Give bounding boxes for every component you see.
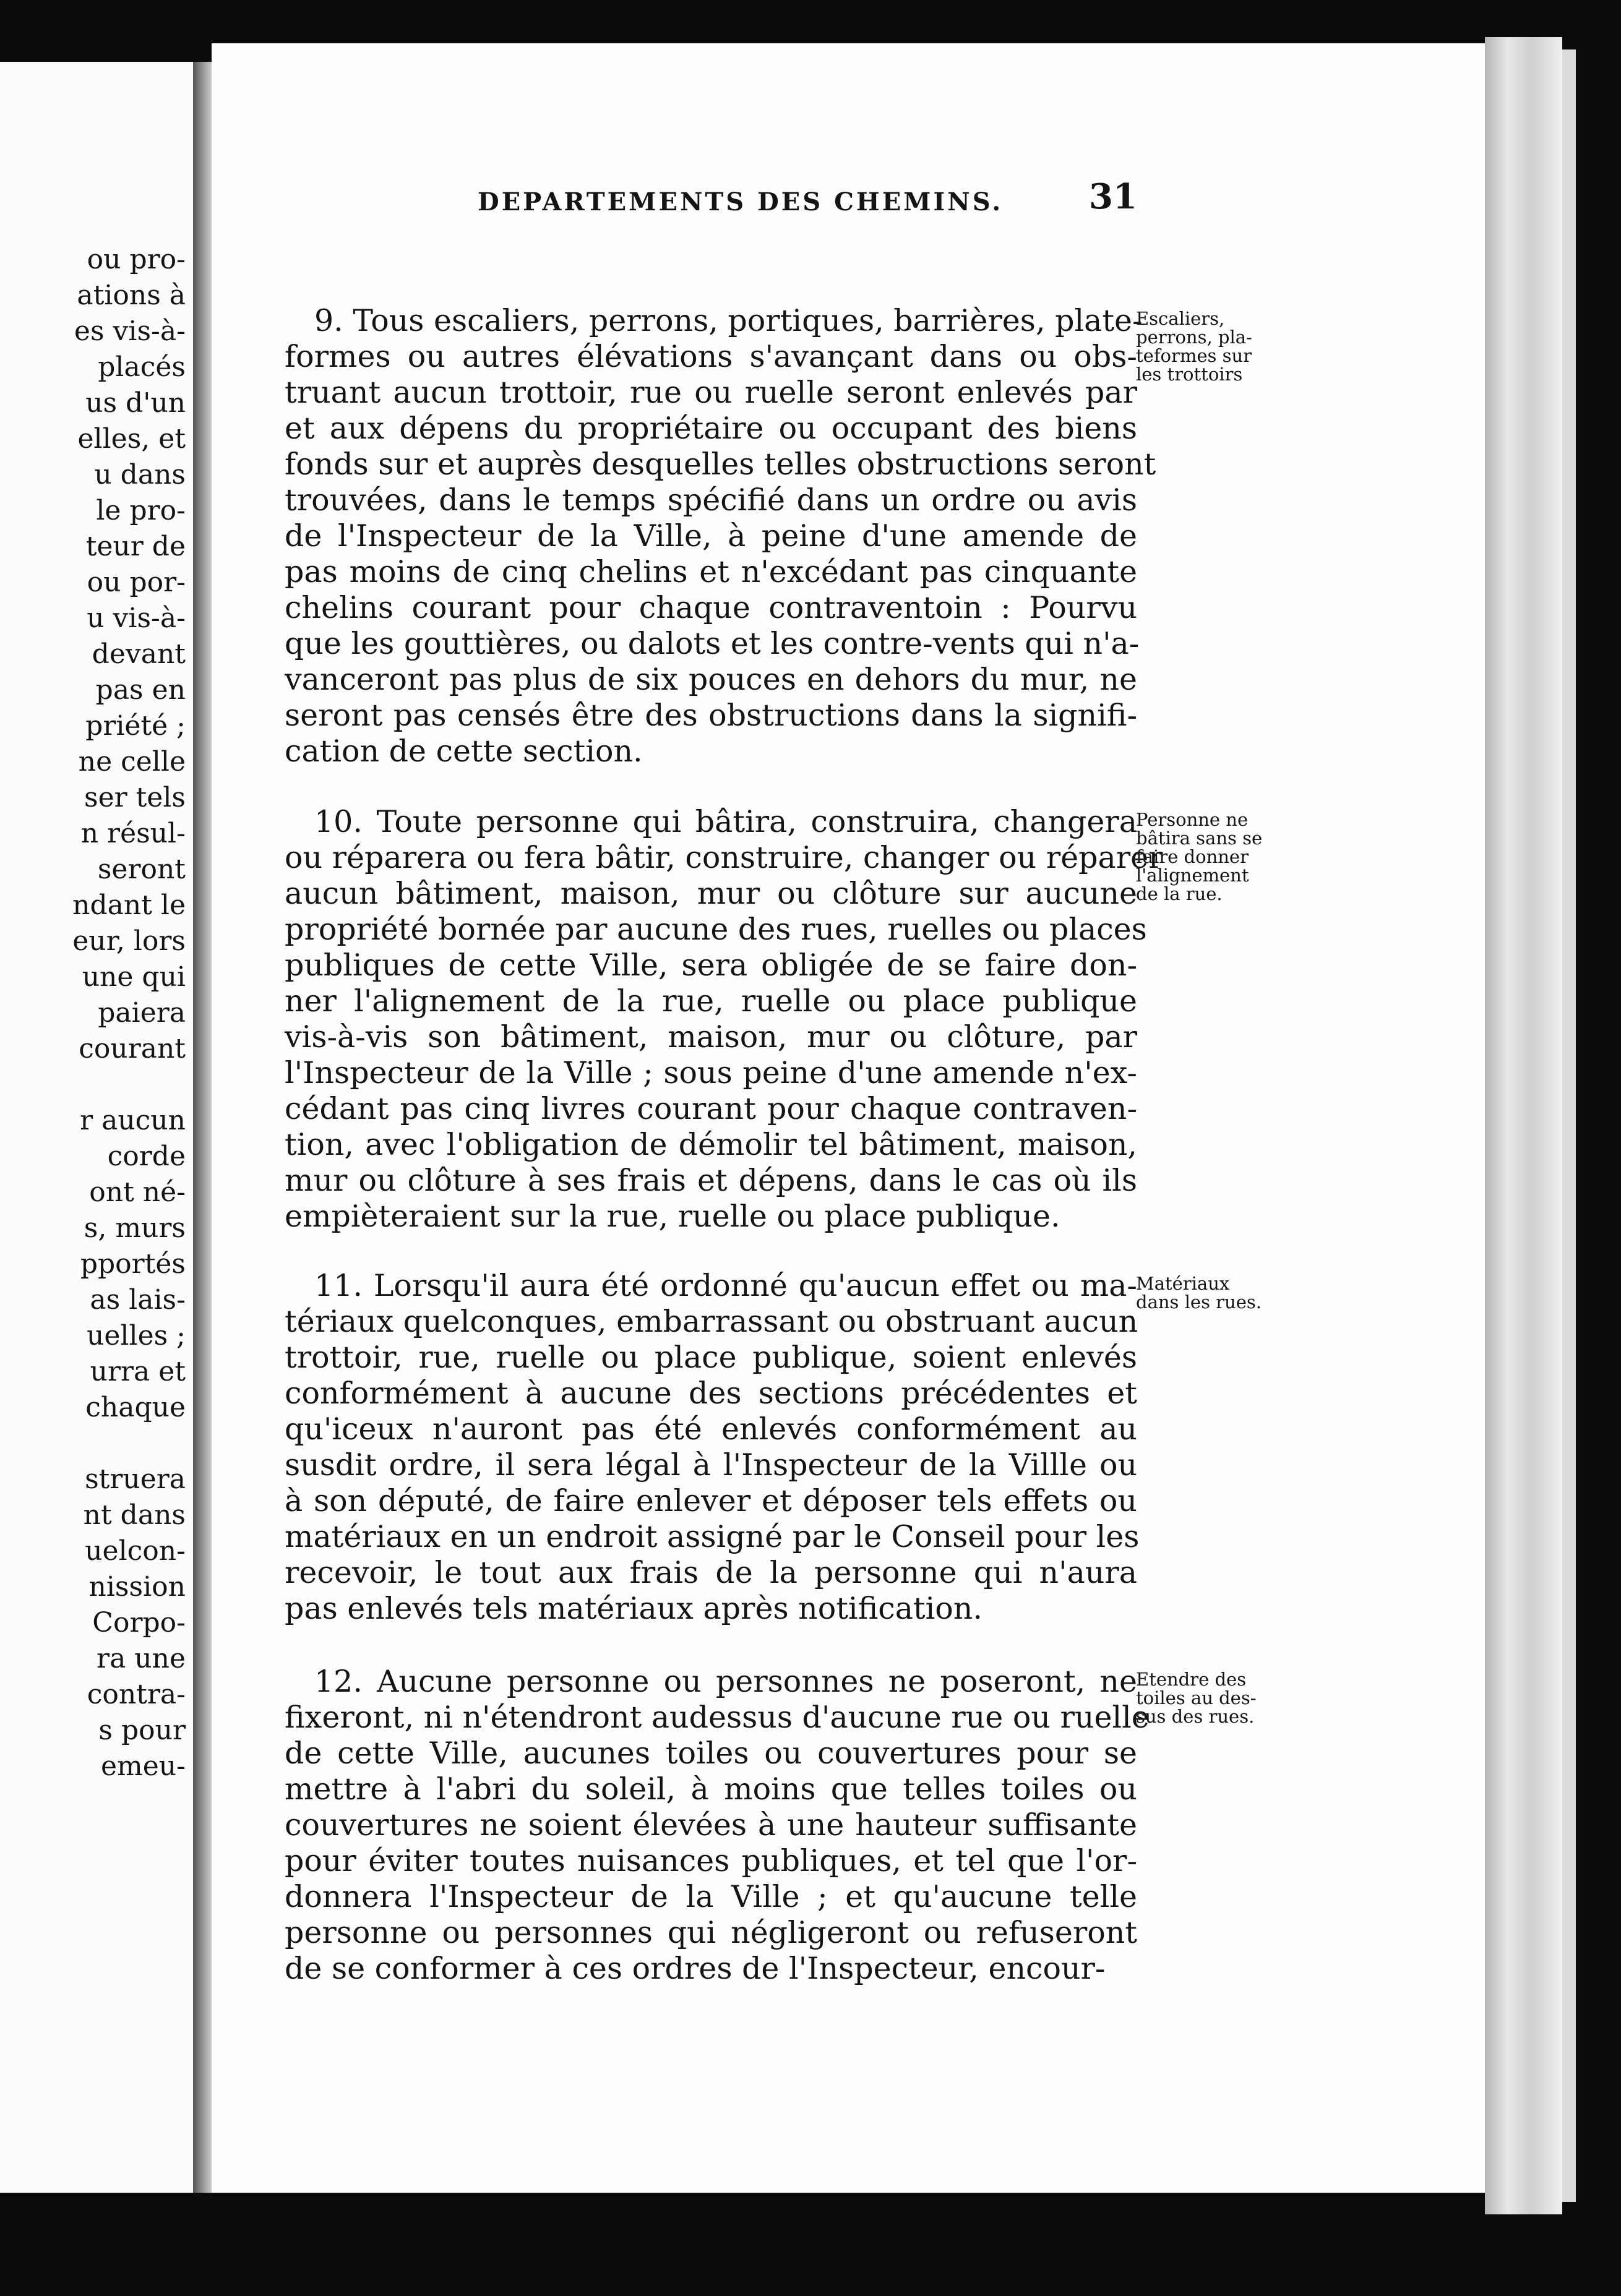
section-9-line: formes ou autres élévations s'avançant dans ou obs- [285,339,1137,374]
section-10-line: vis-à-vis son bâtiment, maison, mur ou clôture, par [285,1019,1137,1055]
left-page-line: n résul- [80,818,186,849]
left-page-line: courant [79,1033,186,1064]
section-11-line: trottoir, rue, ruelle ou place publique, soient enlevés [285,1340,1137,1375]
left-page-line: pportés [80,1248,186,1280]
page-number: 31 [1089,176,1137,217]
left-page-line: es vis-à- [74,315,186,347]
margin-note-line: perrons, pla- [1136,327,1252,348]
section-10-line: ner l'alignement de la rue, ruelle ou place publique [285,983,1137,1019]
margin-note-line: teformes sur [1136,345,1252,366]
left-page-line: seront [97,854,186,885]
left-page-line: u vis-à- [87,602,186,634]
left-page-line: ations à [77,280,186,311]
section-9-line: seront pas censés être des obstructions dans la signifi- [285,698,1137,733]
margin-note-line: faire donner [1136,846,1249,867]
left-page-line: elles, et [77,423,186,455]
left-page-line: paiera [98,997,186,1029]
section-12-line: mettre à l'abri du soleil, à moins que telles toiles ou [285,1771,1137,1807]
section-9-line: 9. Tous escaliers, perrons, portiques, barrières, plate- [314,303,1143,338]
left-page-line: us d'un [85,387,186,419]
page-edge-inner [1562,49,1576,2202]
section-10-line: publiques de cette Ville, sera obligée de se faire don- [285,948,1137,983]
left-page-line: ont né- [89,1176,186,1208]
margin-note-line: Etendre des [1136,1669,1247,1690]
left-page-line: ser tels [84,782,186,813]
margin-note-line: l'alignement [1136,865,1249,886]
section-12-line: 12. Aucune personne ou personnes ne poseront, ne [314,1664,1137,1699]
section-10-line: ou réparera ou fera bâtir, construire, changer ou réparer [285,840,1163,875]
left-page-line: teur de [85,531,186,562]
left-page-line: nission [88,1571,186,1603]
margin-note-line: dans les rues. [1136,1292,1262,1313]
margin-note-line: de la rue. [1136,883,1223,904]
margin-note-section-10 [1136,810,1322,903]
section-12-line: couvertures ne soient élevées à une hauteur suffisante [285,1807,1137,1843]
left-page-line: uelles ; [87,1320,186,1351]
margin-note-line: Matériaux [1136,1273,1230,1294]
section-9-line: cation de cette section. [285,734,643,769]
left-page-line: s pour [98,1715,186,1746]
left-page-line: corde [107,1141,186,1172]
section-12-line: de cette Ville, aucunes toiles ou couvertures pour se [285,1736,1137,1771]
section-11-line: pas enlevés tels matériaux après notification. [285,1591,982,1626]
section-10-line: mur ou clôture à ses frais et dépens, dans le cas où ils [285,1163,1137,1198]
left-page-line: contra- [87,1679,186,1710]
margin-note-section-12 [1136,1670,1322,1726]
margin-note-line: bâtira sans se [1136,828,1263,849]
section-10-line: cédant pas cinq livres courant pour chaque contraven- [285,1091,1137,1126]
section-10-line: propriété bornée par aucune des rues, ruelles ou places [285,912,1147,947]
margin-note-line: Escaliers, [1136,308,1225,329]
section-9-line: truant aucun trottoir, rue ou ruelle seront enlevés par [285,375,1137,410]
section-9-line: et aux dépens du propriétaire ou occupant des biens [285,411,1137,446]
left-page-line: s, murs [84,1212,186,1244]
left-page-line: ou por- [87,567,186,598]
margin-note-line: Personne ne [1136,809,1249,830]
section-10-line: l'Inspecteur de la Ville ; sous peine d'une amende n'ex- [285,1055,1137,1090]
left-page [0,62,197,2193]
section-12-line: fixeront, ni n'étendront audessus d'aucune rue ou ruelle [285,1700,1150,1735]
left-page-line: placés [98,351,186,383]
left-page-line: ne celle [78,746,186,777]
running-head: DEPARTEMENTS DES CHEMINS. [478,187,1004,216]
margin-note-section-11 [1136,1274,1322,1311]
section-11-line: qu'iceux n'auront pas été enlevés conformément au [285,1411,1137,1447]
left-page-line: nt dans [83,1499,186,1531]
left-page-line: ndant le [72,889,186,921]
left-page-line: emeu- [100,1750,186,1782]
left-page-line: une qui [82,961,186,993]
section-11-line: à son député, de faire enlever et déposer tels effets ou [285,1483,1137,1519]
left-page-line: le pro- [96,495,186,526]
section-11-line: tériaux quelconques, embarrassant ou obstruant aucun [285,1304,1138,1339]
left-page-line: eur, lors [72,925,186,957]
section-10-line: empièteraient sur la rue, ruelle ou place publique. [285,1199,1060,1234]
section-11-line: conformément à aucune des sections précédentes et [285,1376,1137,1411]
section-10-line: tion, avec l'obligation de démolir tel bâtiment, maison, [285,1127,1137,1162]
section-11-line: susdit ordre, il sera légal à l'Inspecteur de la Villle ou [285,1447,1137,1483]
section-9-line: fonds sur et auprès desquelles telles obstructions seront [285,447,1156,482]
left-page-line: uelcon- [85,1535,186,1567]
section-9-line: de l'Inspecteur de la Ville, à peine d'une amende de [285,518,1137,554]
section-9-line: que les gouttières, ou dalots et les contre-vents qui n'a- [285,626,1140,661]
left-page-line: ou pro- [87,244,186,275]
left-page-line: pas en [95,674,186,706]
section-10-line: 10. Toute personne qui bâtira, construira, changera [314,804,1137,839]
section-9-line: chelins courant pour chaque contraventoin : Pourvu [285,590,1137,625]
margin-note-line: les trottoirs [1136,364,1243,385]
left-page-line: ra une [97,1643,186,1674]
section-11-line: matériaux en un endroit assigné par le Conseil pour les [285,1519,1140,1554]
section-9-line: vanceront pas plus de six pouces en dehors du mur, ne [285,662,1137,697]
section-12-line: donnera l'Inspecteur de la Ville ; et qu'aucune telle [285,1879,1137,1914]
left-page-line: r aucun [80,1105,186,1136]
margin-note-line: sus des rues. [1136,1706,1255,1727]
margin-note-section-9 [1136,309,1322,383]
section-9-line: trouvées, dans le temps spécifié dans un ordre ou avis [285,482,1137,518]
section-11-line: recevoir, le tout aux frais de la personne qui n'aura [285,1555,1137,1590]
page-edge [1485,37,1562,2214]
section-12-line: personne ou personnes qui négligeront ou refuseront [285,1915,1137,1950]
left-page-line: struera [85,1463,186,1495]
left-page-line: chaque [85,1392,186,1423]
section-9-line: pas moins de cinq chelins et n'excédant pas cinquante [285,554,1137,589]
section-11-line: 11. Lorsqu'il aura été ordonné qu'aucun effet ou ma- [314,1268,1137,1303]
left-page-line: urra et [90,1356,186,1387]
section-10-line: aucun bâtiment, maison, mur ou clôture sur aucune [285,876,1137,911]
section-12-line: de se conformer à ces ordres de l'Inspecteur, encour- [285,1951,1106,1986]
margin-note-line: toiles au des- [1136,1687,1257,1708]
left-page-line: u dans [94,459,186,490]
section-12-line: pour éviter toutes nuisances publiques, et tel que l'or- [285,1843,1137,1878]
left-page-line: Corpo- [92,1607,186,1638]
book-gutter [193,62,212,2193]
left-page-line: devant [92,638,186,670]
left-page-line: as lais- [90,1284,186,1316]
left-page-line: priété ; [85,710,186,742]
